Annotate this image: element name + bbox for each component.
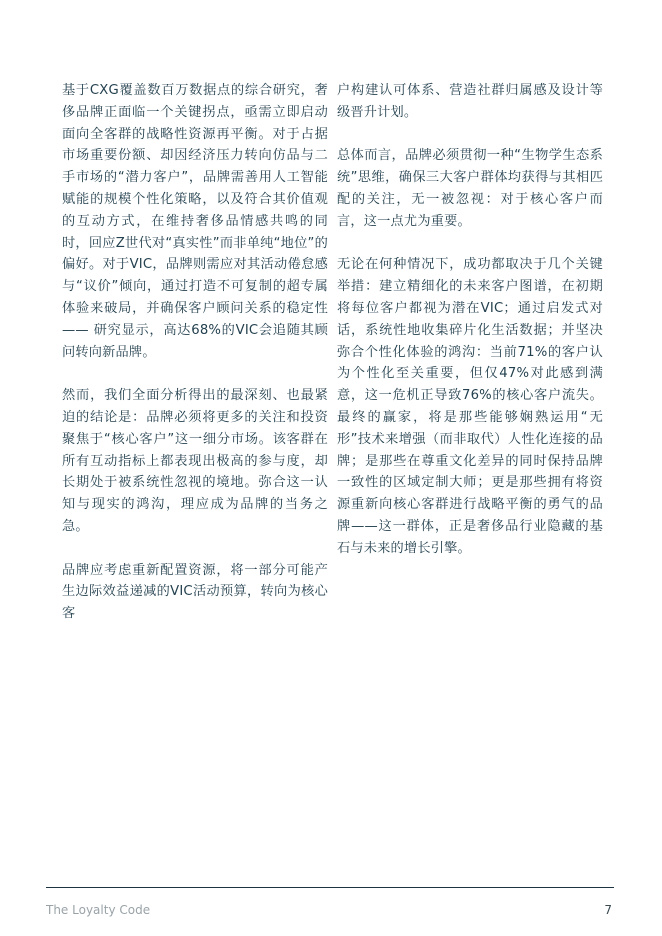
- page-number: 7: [604, 903, 612, 917]
- body-paragraph: 户构建认可体系、营造社群归属感及设计等级晋升计划。: [337, 83, 603, 120]
- body-paragraph: 无论在何种情况下，成功都取决于几个关键举措：建立精细化的未来客户图谱，在初期将每位客户都视为潜在VIC；通过启发式对话，系统性地收集碎片化生活数据；并坚决弥合个性化体验的鸿沟：当前71%的客户认为个性化至关重要，但仅47%对此感到满意，这一危机正导致76%的核心客户流失。最终的赢家，将是那些能够娴熟运用“无形”技术来增强（而非取代）人性化连接的品牌；是那些在尊重文化差异的同时保持品牌一致性的区域定制大师；更是那些拥有将资源重新向核心客群进行战略平衡的勇气的品牌——这一群体，正是奢侈品行业隐藏的基石与未来的增长引擎。: [337, 257, 603, 556]
- body-paragraph: 然而，我们全面分析得出的最深刻、也最紧迫的结论是：品牌必须将更多的关注和投资聚焦于“核心客户”这一细分市场。该客群在所有互动指标上都表现出极高的参与度，却长期处于被系统性忽视的境地。弥合这一认知与现实的鸿沟，理应成为品牌的当务之急。: [62, 388, 328, 534]
- body-paragraph: 品牌应考虑重新配置资源，将一部分可能产生边际效益递减的VIC活动预算，转向为核心客: [62, 562, 328, 622]
- body-paragraph: 总体而言，品牌必须贯彻一种“生物学生态系统”思维，确保三大客户群体均获得与其相匹配的关注，无一被忽视：对于核心客户而言，这一点尤为重要。: [337, 148, 603, 229]
- left-text-column: [62, 80, 328, 647]
- right-text-column: [337, 80, 603, 581]
- footer-document-title: The Loyalty Code: [46, 903, 151, 917]
- body-paragraph: 基于CXG覆盖数百万数据点的综合研究，奢侈品牌正面临一个关键拐点，亟需立即启动面向全客群的战略性资源再平衡。对于占据市场重要份额、却因经济压力转向仿品与二手市场的“潜力客户”，品牌需善用人工智能赋能的规模个性化策略，以及符合其价值观的互动方式，在维持奢侈品情感共鸣的同时，回应Z世代对“真实性”而非单纯“地位”的偏好。对于VIC，品牌则需应对其活动倦怠感与“议价”倾向，通过打造不可复制的超专属体验来破局，并确保客户顾问关系的稳定性 —— 研究显示，高达68%的VIC会追随其顾问转向新品牌。: [62, 83, 328, 360]
- footer-divider: [46, 887, 614, 888]
